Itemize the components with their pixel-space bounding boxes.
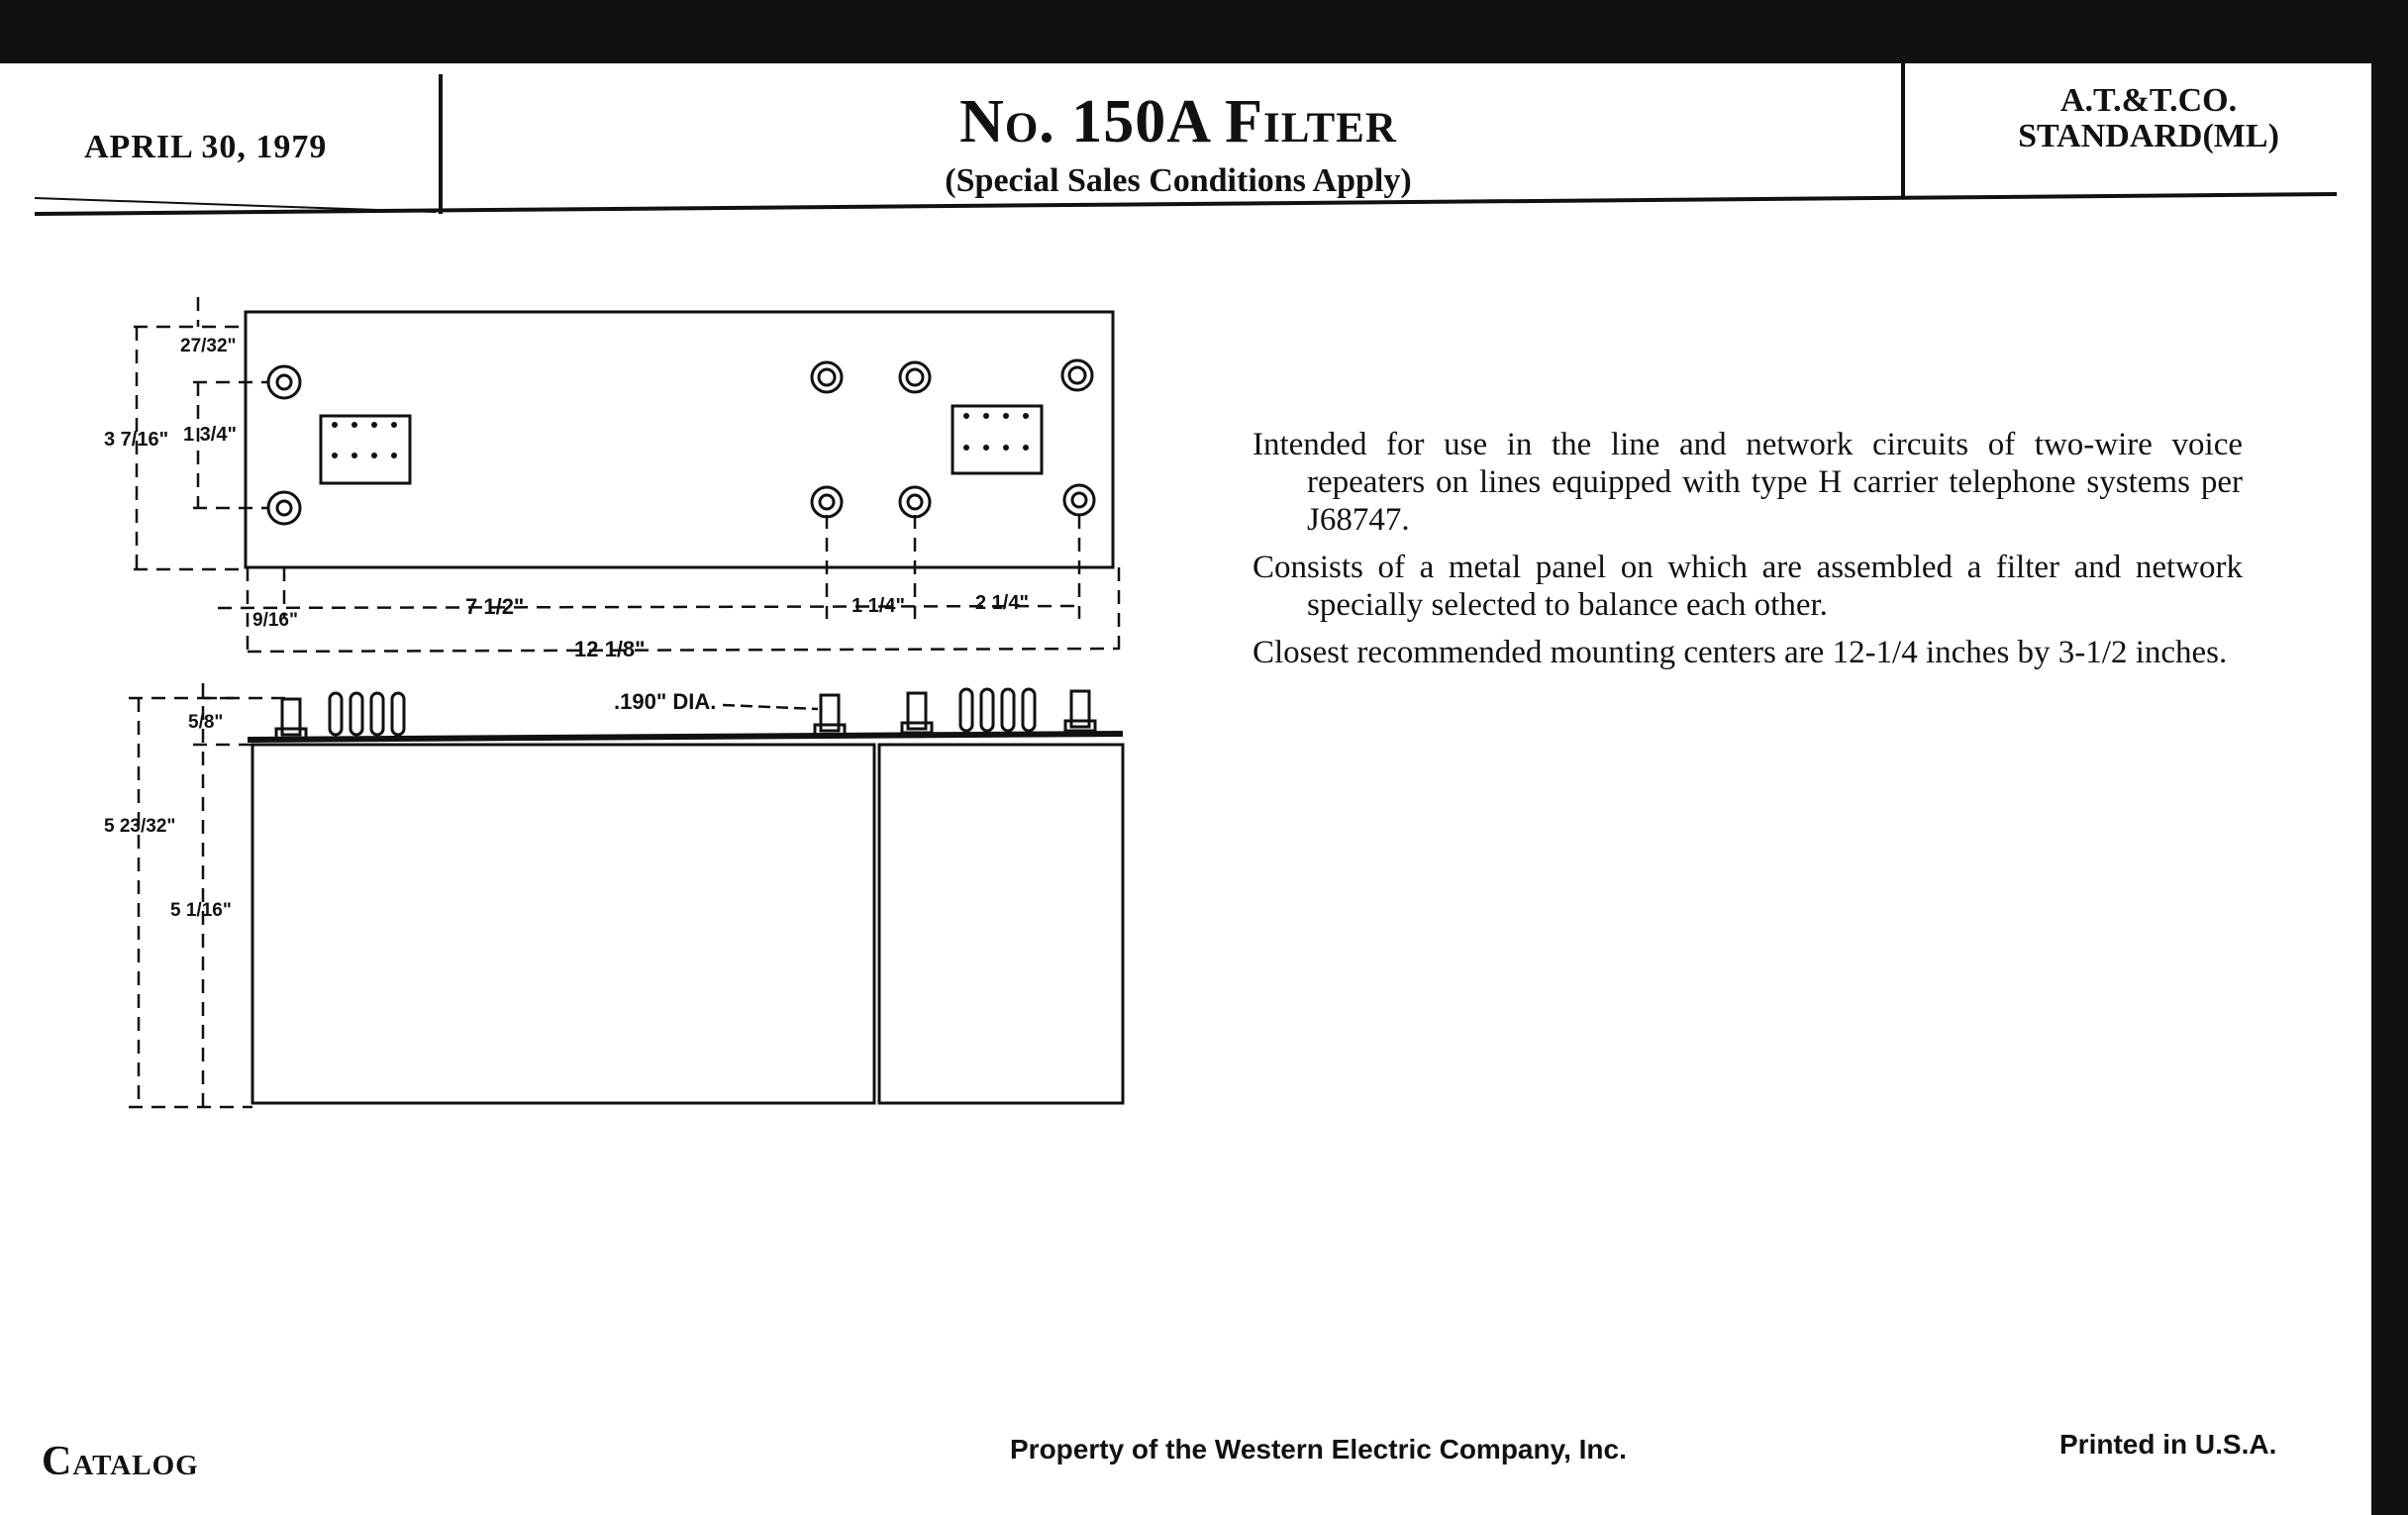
description-paragraph: Consists of a metal panel on which are assembled a filter and network specially selected to balance each other.: [1253, 550, 2243, 623]
description: [1253, 426, 2243, 681]
hole-diameter-label: .190" DIA.: [614, 689, 717, 714]
network-body: [879, 745, 1123, 1103]
description-paragraph: Intended for use in the line and network circuits of two-wire voice repeaters on lines equipped with type H carrier telephone systems per J68747.: [1253, 427, 2243, 538]
dim-top-margin: 27/32": [180, 336, 237, 356]
footer-property: Property of the Western Electric Company, Inc.: [1010, 1434, 1627, 1464]
dim-terminal-height: 5/8": [188, 712, 224, 733]
dim-body-depth: 5 1/16": [170, 900, 232, 921]
dim-hole-spacing: 1 3/4": [183, 424, 237, 446]
footer-catalog: Catalog: [42, 1439, 199, 1484]
dim-total-width: 12 1/8": [574, 637, 646, 661]
dim-total-depth: 5 23/32": [104, 816, 176, 837]
dim-span-1: 7 1/2": [465, 594, 525, 619]
page-subtitle: (Special Sales Conditions Apply): [945, 162, 1412, 199]
header-date: APRIL 30, 1979: [84, 129, 328, 165]
dim-span-3: 2 1/4": [975, 592, 1029, 614]
standard-label: [1911, 83, 2386, 154]
dim-left-offset: 9/16": [252, 610, 298, 631]
standard-line1: A.T.&T.CO.: [2059, 82, 2238, 119]
dim-span-2: 1 1/4": [852, 595, 905, 617]
filter-body: [252, 745, 874, 1103]
mounting-holes: [268, 360, 1094, 524]
footer-printed: Printed in U.S.A.: [2059, 1429, 2277, 1460]
description-paragraph: Closest recommended mounting centers are 12-1/4 inches by 3-1/2 inches.: [1253, 635, 2228, 670]
standard-line2: STANDARD(ML): [2018, 118, 2279, 154]
technical-drawing: [0, 0, 1188, 1139]
dim-height: 3 7/16": [104, 429, 169, 451]
page-title: No. 150A Filter: [959, 88, 1397, 155]
panel-top-view: [246, 312, 1113, 567]
